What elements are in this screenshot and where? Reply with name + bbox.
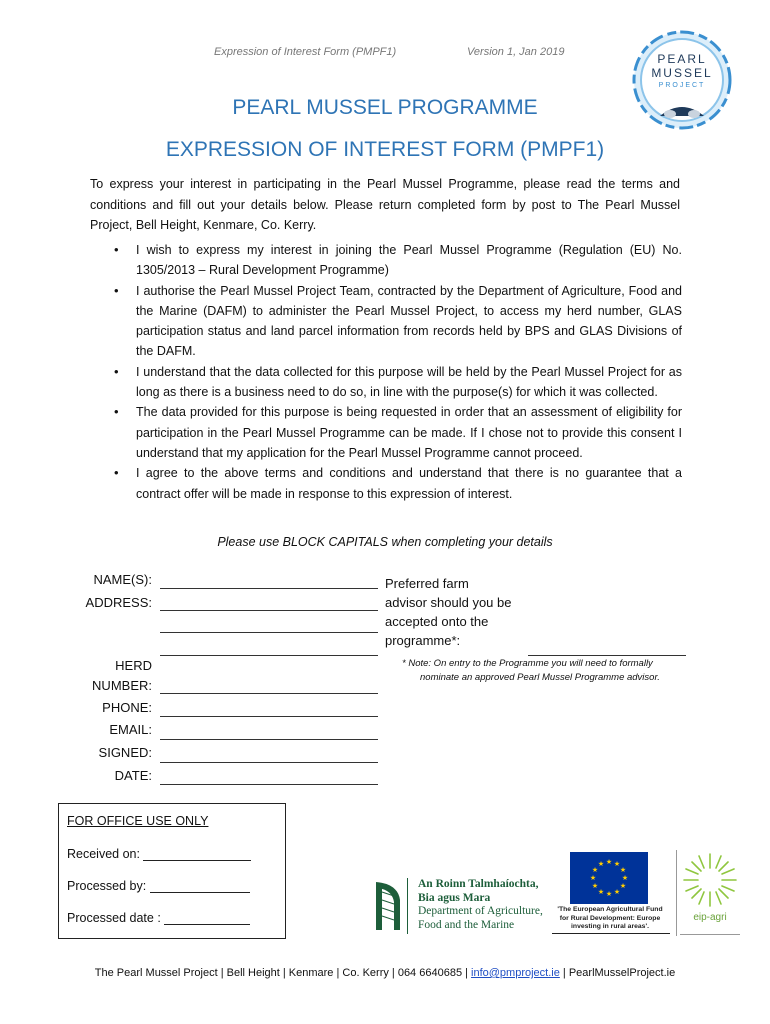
term-item: • The data provided for this purpose is being requested in order that an assessment of eligibility for participation in the Pearl Mussel Programme can be made. If I chose not to provide this consent I understand that my application for the Pearl Mussel Programme cannot proceed. xyxy=(112,402,682,463)
svg-text:★: ★ xyxy=(613,888,621,896)
address-input-line-1[interactable] xyxy=(160,610,378,611)
logo-text-pearl: PEARL xyxy=(657,52,707,66)
logo-text-mussel: MUSSEL xyxy=(651,66,713,80)
advisor-note-line-1: * Note: On entry to the Programme you will need to formally xyxy=(402,658,653,669)
signature-input[interactable] xyxy=(160,762,378,763)
eu-fund-caption xyxy=(548,906,672,932)
eu-caption-line: for Rural Development: Europe xyxy=(559,914,661,922)
date-label: DATE: xyxy=(114,768,152,783)
form-title: EXPRESSION OF INTEREST FORM (PMPF1) xyxy=(165,138,605,161)
processed-by-row xyxy=(67,878,250,893)
term-item: • I authorise the Pearl Mussel Project Team, contracted by the Department of Agriculture, Food and the Marine (DAFM) to administer the Pearl Mussel Project, to access my herd number, GLAS participation status and land parcel information from records held by BPS and GLAS Divisions of the DAFM. xyxy=(112,281,682,362)
dept-line-irish: An Roinn Talmhaíochta, xyxy=(418,878,539,890)
processed-date-label: Processed date : xyxy=(67,911,161,925)
advisor-label xyxy=(385,574,511,650)
svg-text:★: ★ xyxy=(613,860,621,868)
phone-label: PHONE: xyxy=(102,700,152,715)
eu-caption-line: 'The European Agricultural Fund xyxy=(557,906,663,913)
names-input[interactable] xyxy=(160,588,378,589)
dept-line-english: Department of Agriculture, xyxy=(418,905,543,917)
eip-rule xyxy=(680,934,740,935)
footer-email-link[interactable]: info@pmproject.ie xyxy=(471,967,560,979)
svg-text:★: ★ xyxy=(619,866,627,874)
advisor-label-line: advisor should you be xyxy=(385,595,512,610)
svg-text:★: ★ xyxy=(597,888,605,896)
terms-list xyxy=(112,240,682,504)
block-capitals-note: Please use BLOCK CAPITALS when completing your details xyxy=(217,535,553,549)
address-label: ADDRESS: xyxy=(85,595,152,610)
office-use-box xyxy=(58,803,286,939)
eip-divider xyxy=(676,850,677,936)
advisor-note-line-2: nominate an approved Pearl Mussel Programme advisor. xyxy=(420,672,660,683)
eip-agri-logo-icon xyxy=(680,850,740,910)
eu-caption-rule xyxy=(552,933,670,934)
svg-text:★: ★ xyxy=(597,860,605,868)
processed-by-label: Processed by: xyxy=(67,879,147,893)
department-logo-text xyxy=(418,878,543,932)
logo-text-project: PROJECT xyxy=(658,82,706,89)
svg-text:★: ★ xyxy=(591,866,599,874)
email-input[interactable] xyxy=(160,739,378,740)
received-on-row xyxy=(67,846,251,861)
names-label: NAME(S): xyxy=(93,572,152,587)
version-label: Version 1, Jan 2019 xyxy=(467,46,565,58)
advisor-label-line: programme*: xyxy=(385,633,461,648)
svg-text:★: ★ xyxy=(591,882,599,890)
svg-text:★: ★ xyxy=(621,874,629,882)
processed-date-row xyxy=(67,910,250,925)
processed-by-input[interactable] xyxy=(150,878,250,893)
address-input-line-2[interactable] xyxy=(160,632,378,633)
footer-address: The Pearl Mussel Project | Bell Height | Kenmare | Co. Kerry | 064 6640685 | xyxy=(94,967,472,979)
harp-icon xyxy=(368,878,406,934)
advisor-label-line: Preferred farm xyxy=(385,576,469,591)
received-on-input[interactable] xyxy=(143,846,251,861)
address-input-line-3[interactable] xyxy=(160,655,378,656)
advisor-label-line: accepted onto the xyxy=(385,614,489,629)
footer-website: | PearlMusselProject.ie xyxy=(559,967,676,979)
term-item: • I wish to express my interest in joining the Pearl Mussel Programme (Regulation (EU) No. 1305/2013 – Rural Development Programme) xyxy=(112,240,682,281)
programme-title: PEARL MUSSEL PROGRAMME xyxy=(232,96,538,119)
phone-input[interactable] xyxy=(160,716,378,717)
date-input[interactable] xyxy=(160,784,378,785)
term-item: • I agree to the above terms and conditions and understand that there is no guarantee that a contract offer will be made in response to this expression of interest. xyxy=(112,463,682,504)
department-divider xyxy=(407,878,408,934)
svg-text:★: ★ xyxy=(605,890,613,898)
received-on-label: Received on: xyxy=(67,847,140,861)
svg-text:★: ★ xyxy=(605,858,613,866)
term-item: • I understand that the data collected for this purpose will be held by the Pearl Mussel Project for as long as there is a business need to do so, in line with the purpose(s) for which it was collected. xyxy=(112,362,682,403)
intro-paragraph: To express your interest in participating in the Pearl Mussel Programme, please read the terms and conditions and fill out your details below. Please return completed form by post to The Pearl Mussel Project, Bell Height, Kenmare, Co. Kerry. xyxy=(90,177,680,232)
svg-text:★: ★ xyxy=(619,882,627,890)
advisor-input[interactable] xyxy=(528,655,686,656)
office-use-heading: FOR OFFICE USE ONLY xyxy=(67,814,209,828)
eip-agri-text: eip-agri xyxy=(693,912,727,923)
herd-number-label-2: NUMBER: xyxy=(92,678,152,693)
footer xyxy=(0,967,770,979)
eu-caption-line: investing in rural areas'. xyxy=(571,923,649,930)
herd-number-label: HERD xyxy=(115,658,152,673)
herd-number-input[interactable] xyxy=(160,693,378,694)
email-label: EMAIL: xyxy=(109,722,152,737)
svg-text:★: ★ xyxy=(589,874,597,882)
signed-label: SIGNED: xyxy=(98,745,152,760)
processed-date-input[interactable] xyxy=(164,910,250,925)
eu-flag-icon xyxy=(570,852,648,904)
dept-line-irish-2: Bia agus Mara xyxy=(418,891,491,904)
dept-line-english-2: Food and the Marine xyxy=(418,918,515,931)
form-reference: Expression of Interest Form (PMPF1) xyxy=(214,46,397,58)
